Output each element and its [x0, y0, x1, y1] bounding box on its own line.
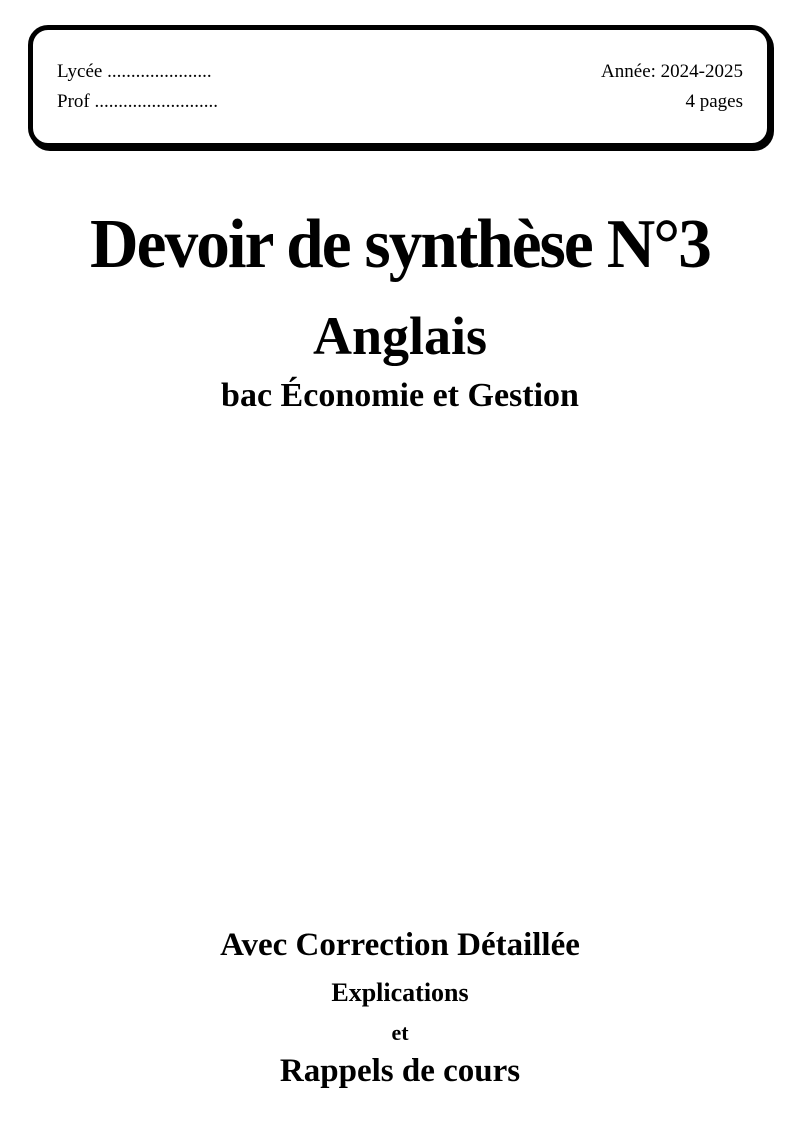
page-count-label: 4 pages [685, 91, 743, 112]
footer-rappels-line: Rappels de cours [279, 1053, 521, 1089]
school-year-label: Année: 2024-2025 [601, 61, 743, 82]
prof-blank-line: Prof .......................... [57, 91, 218, 112]
track-title: bac Économie et Gestion [221, 377, 579, 414]
footer-explications-line: Explications [331, 978, 469, 1007]
subject-title: Anglais [312, 306, 488, 366]
header-right-column [601, 57, 743, 117]
lycee-blank-line: Lycée ...................... [57, 61, 212, 82]
header-info-box [28, 25, 772, 148]
exam-title: Devoir de synthèse N°3 [90, 206, 710, 283]
footer-correction-line: Avec Correction Détaillée [220, 927, 580, 963]
footer-et-line: et [391, 1020, 409, 1045]
header-left-column [57, 57, 218, 117]
